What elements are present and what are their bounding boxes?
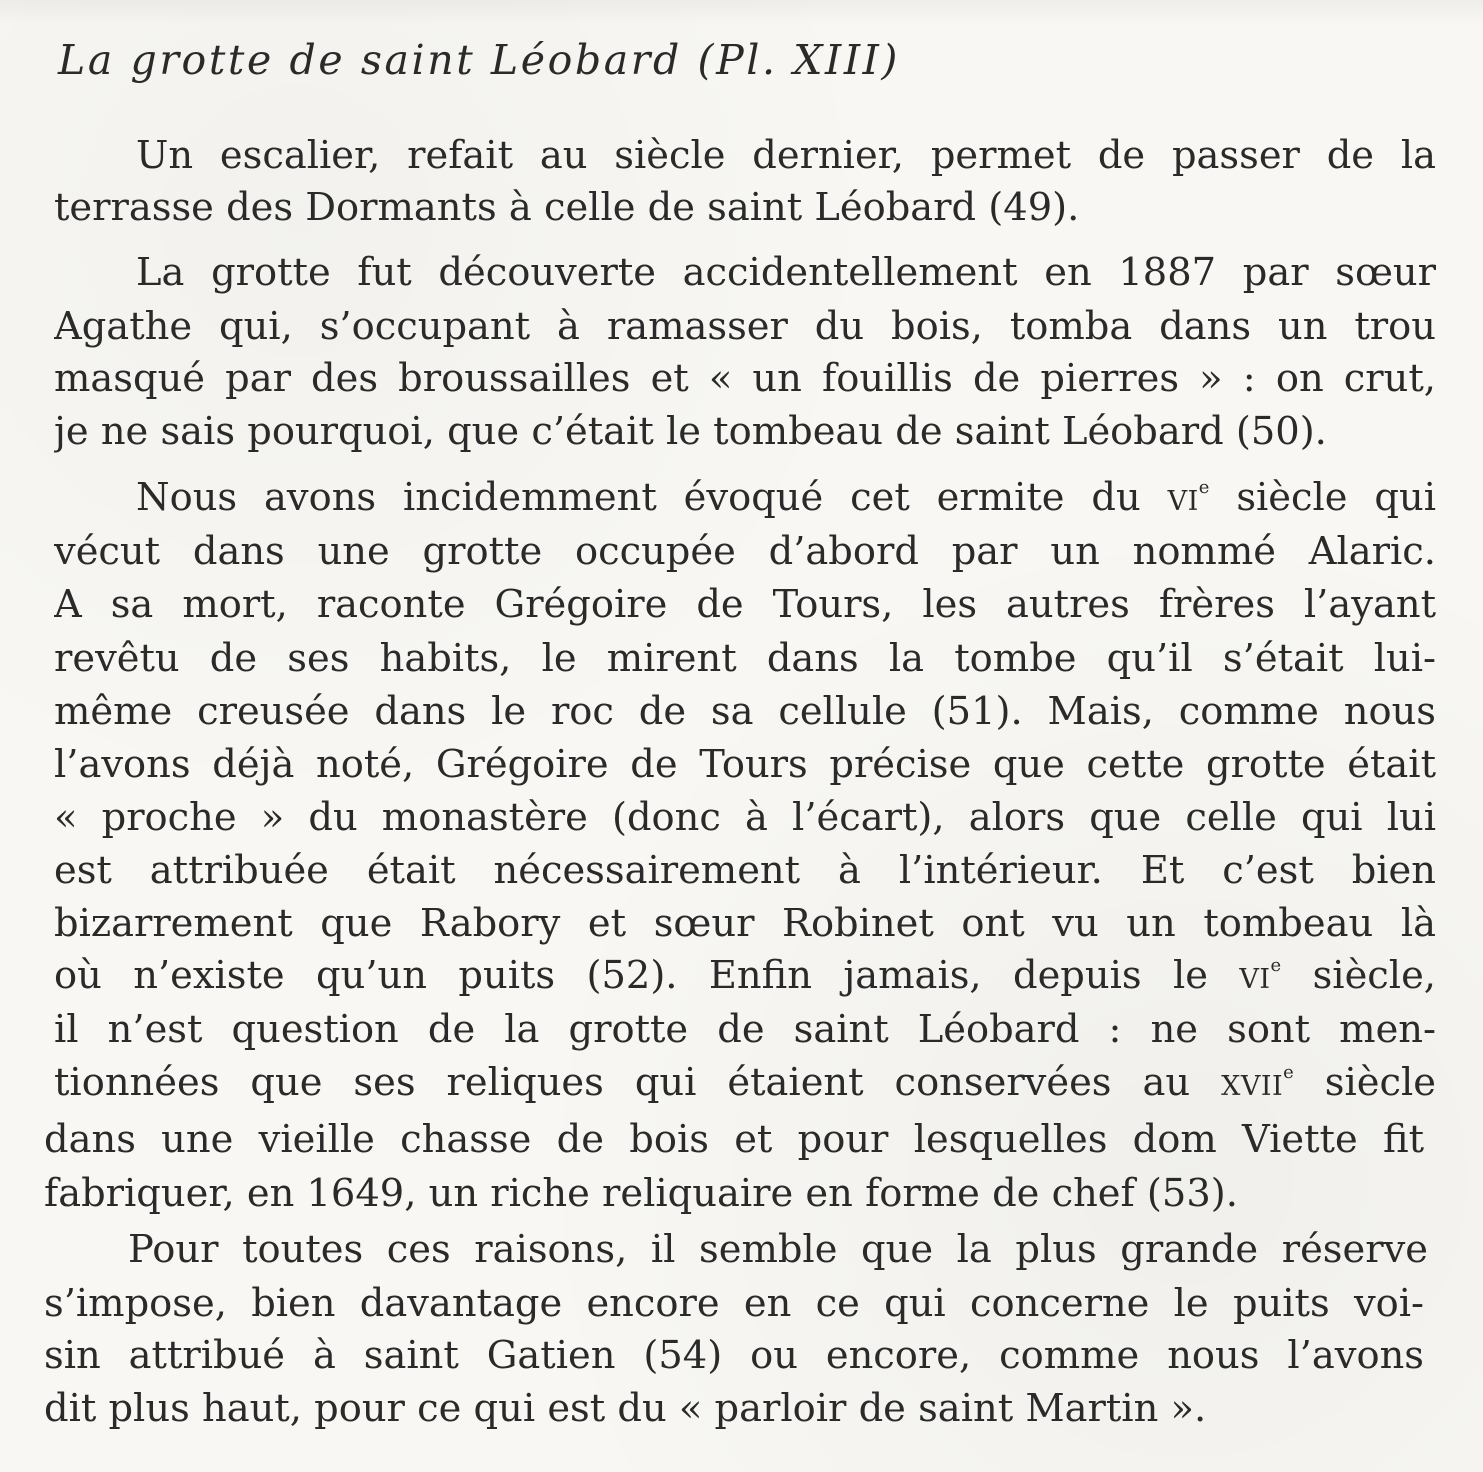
text-line: l’avons déjà noté, Grégoire de Tours précise que cette grotte était bbox=[54, 742, 1436, 787]
line-text: où n’existe qu’un puits (52). Enfin jamais, depuis le bbox=[54, 953, 1240, 998]
text-line: il n’est question de la grotte de saint Léobard : ne sont men- bbox=[54, 1007, 1436, 1052]
century-numeral: vi bbox=[1167, 475, 1199, 520]
text-line: A sa mort, raconte Grégoire de Tours, les autres frères l’ayant bbox=[54, 582, 1436, 627]
century-numeral: vi bbox=[1239, 953, 1271, 998]
line-text: siècle bbox=[1293, 1060, 1436, 1105]
text-line: revêtu de ses habits, le mirent dans la tombe qu’il s’était lui- bbox=[54, 636, 1436, 681]
century-numeral: xvii bbox=[1221, 1060, 1284, 1105]
text-line: terrasse des Dormants à celle de saint Léobard (49). bbox=[54, 185, 1080, 230]
text-line: est attribuée était nécessairement à l’intérieur. Et c’est bien bbox=[54, 848, 1436, 893]
line-text: siècle qui bbox=[1209, 475, 1436, 520]
text-line: même creusée dans le roc de sa cellule (51). Mais, comme nous bbox=[54, 689, 1436, 734]
ordinal-superscript: e bbox=[1283, 1062, 1294, 1083]
line-text: siècle, bbox=[1281, 953, 1436, 998]
text-line: masqué par des broussailles et « un fouillis de pierres » : on crut, bbox=[54, 356, 1436, 401]
text-line: Agathe qui, s’occupant à ramasser du bois, tomba dans un trou bbox=[54, 304, 1436, 349]
text-line: dans une vieille chasse de bois et pour lesquelles dom Viette fit bbox=[44, 1117, 1424, 1162]
text-line: Un escalier, refait au siècle dernier, permet de passer de la bbox=[136, 133, 1436, 178]
text-line: bizarrement que Rabory et sœur Robinet ont vu un tombeau là bbox=[54, 901, 1436, 946]
line-text: Nous avons incidemment évoqué cet ermite du bbox=[136, 475, 1168, 520]
text-line bbox=[54, 1057, 1436, 1109]
text-line: Pour toutes ces raisons, il semble que la plus grande réserve bbox=[128, 1227, 1428, 1272]
text-line: dit plus haut, pour ce qui est du « parloir de saint Martin ». bbox=[44, 1386, 1207, 1431]
text-line: « proche » du monastère (donc à l’écart), alors que celle qui lui bbox=[54, 795, 1436, 840]
ordinal-superscript: e bbox=[1198, 477, 1210, 498]
text-line: La grotte fut découverte accidentellement en 1887 par sœur bbox=[136, 250, 1436, 295]
bleed-through-text bbox=[0, 0, 1483, 24]
section-heading: La grotte de saint Léobard (Pl. XIII) bbox=[58, 36, 901, 84]
text-line: s’impose, bien davantage encore en ce qui concerne le puits voi- bbox=[44, 1281, 1424, 1326]
text-line: vécut dans une grotte occupée d’abord par un nommé Alaric. bbox=[54, 529, 1436, 574]
ordinal-superscript: e bbox=[1270, 955, 1282, 976]
text-line bbox=[136, 472, 1436, 524]
text-line: je ne sais pourquoi, que c’était le tombeau de saint Léobard (50). bbox=[54, 409, 1327, 454]
text-line: sin attribué à saint Gatien (54) ou encore, comme nous l’avons bbox=[44, 1333, 1424, 1378]
text-line bbox=[54, 950, 1436, 1002]
line-text: tionnées que ses reliques qui étaient conservées au bbox=[54, 1060, 1222, 1105]
text-line: fabriquer, en 1649, un riche reliquaire en forme de chef (53). bbox=[44, 1171, 1238, 1216]
